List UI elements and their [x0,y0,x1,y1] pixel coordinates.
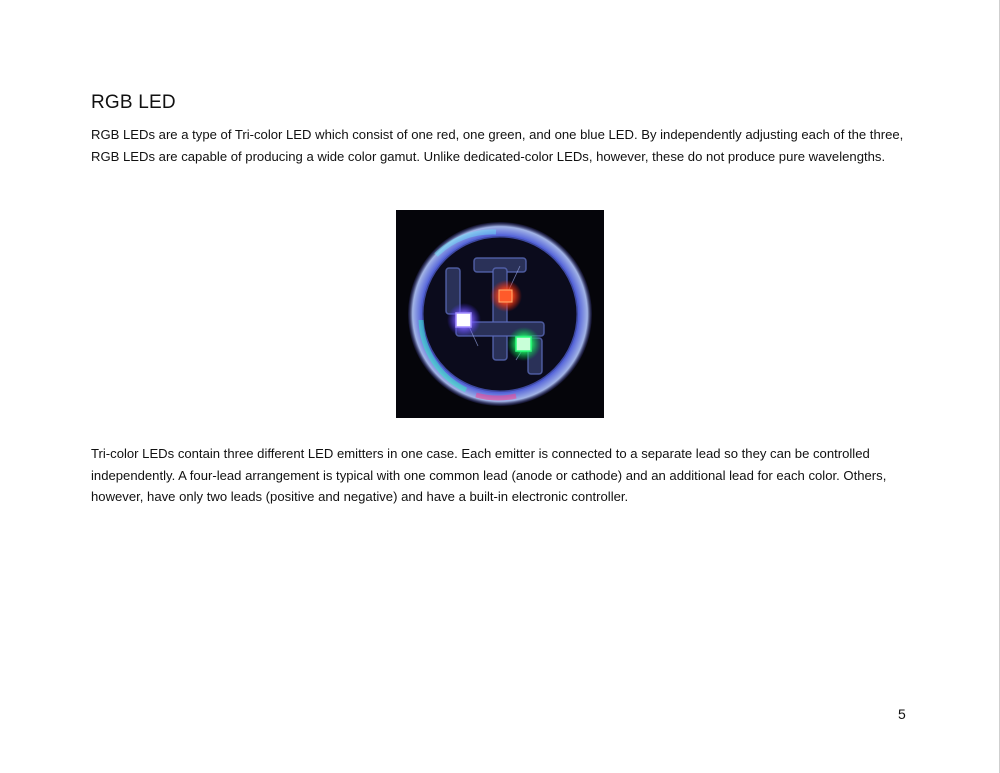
page-title: RGB LED [91,92,176,113]
intro-paragraph: RGB LEDs are a type of Tri-color LED which consist of one red, one green, and one blue LED. By independently adjusting each of the three, RGB LEDs are capable of producing a wide color gamut. Unlike dedicated-color LEDs, however, these do not produce pure wavelengths. [91,127,904,164]
red-emitter [490,280,522,312]
body-paragraph: Tri-color LEDs contain three different LED emitters in one case. Each emitter is connected to a separate lead so they can be controlled independently. A four-lead arrangement is typical with one common lead (anode or cathode) and an additional lead for each color. Others, however, have only two leads (positive and negative) and have a built-in electronic controller. [91,446,887,505]
green-emitter [507,327,541,361]
page-number: 5 [898,706,906,722]
rgb-led-photo [396,210,604,418]
blue-emitter [447,303,481,337]
